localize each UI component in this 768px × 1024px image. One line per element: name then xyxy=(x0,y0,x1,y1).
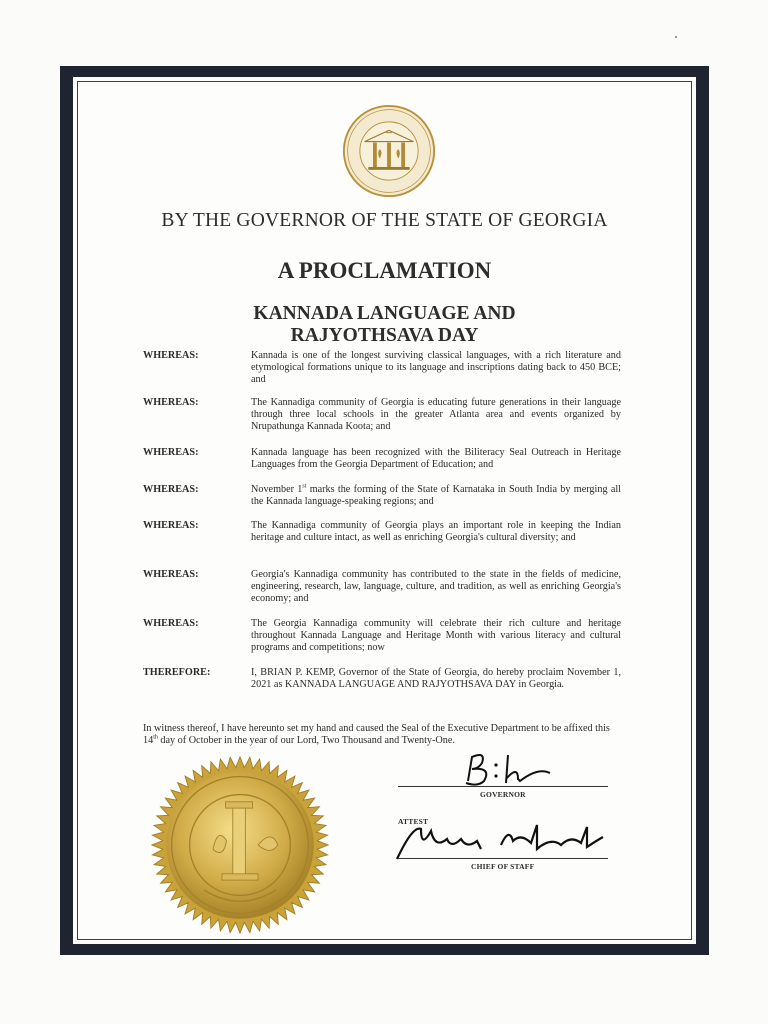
clause-label: WHEREAS: xyxy=(143,397,199,408)
clause-label: WHEREAS: xyxy=(143,484,199,495)
chief-of-staff-signature-line xyxy=(398,858,608,859)
governor-signature-icon xyxy=(458,749,568,794)
proclamation-heading: A PROCLAMATION xyxy=(277,258,492,283)
chief-of-staff-caption: CHIEF OF STAFF xyxy=(471,862,535,871)
proclamation-content xyxy=(73,77,696,944)
proclamation-title xyxy=(73,303,696,347)
clause-text: The Kannadiga community of Georgia plays an important role in keeping the Indian heritage and culture intact, as well as enriching Georgia's cultural diversity; and xyxy=(251,520,621,543)
gold-seal-icon xyxy=(150,755,330,935)
document-page xyxy=(73,77,696,944)
clause-text-start: November 1 xyxy=(251,484,303,495)
clause-text: Kannada is one of the longest surviving classical languages, with a rich literature and etymological formations unique to its language and inscriptions dating back to 450 BCE; and xyxy=(251,350,621,385)
clause-label: THEREFORE: xyxy=(143,667,211,678)
governor-heading: BY THE GOVERNOR OF THE STATE OF GEORGIA xyxy=(161,210,608,231)
clause-text: Georgia's Kannadiga community has contributed to the state in the fields of medicine, engineering, research, law, language, culture, and tradition, as well as enriching Georgia's economy; and xyxy=(251,569,621,604)
title-line-2: RAJYOTHSAVA DAY xyxy=(290,325,479,346)
clause-text-end: marks the forming of the State of Karnataka in South India by merging all the Kannada language-speaking regions; and xyxy=(251,484,622,507)
witness-statement xyxy=(143,723,613,747)
governor-caption: GOVERNOR xyxy=(480,790,526,799)
state-seal-icon xyxy=(342,104,436,198)
clause-label: WHEREAS: xyxy=(143,618,199,629)
witness-text-start: In witness thereof, I have hereunto set my hand and caused the Seal of the Executive Department to be affixed this 14 xyxy=(143,723,610,746)
clause-label: WHEREAS: xyxy=(143,569,199,580)
chief-of-staff-signature-icon xyxy=(391,819,611,867)
clause-text: The Kannadiga community of Georgia is educating future generations in their language through three local schools in the greater Atlanta area and events organized by Nrupathunga Kannada Koota; and xyxy=(251,397,621,432)
document-frame xyxy=(60,66,709,955)
clause-text xyxy=(251,484,621,508)
clause-label: WHEREAS: xyxy=(143,447,199,458)
witness-text-end: day of October in the year of our Lord, Two Thousand and Twenty-One. xyxy=(157,735,455,746)
clause-text: I, BRIAN P. KEMP, Governor of the State of Georgia, do hereby proclaim November 1, 2021 as KANNADA LANGUAGE AND RAJYOTHSAVA DAY in Georgia. xyxy=(251,667,621,690)
title-line-1: KANNADA LANGUAGE AND xyxy=(253,303,516,324)
clause-text: The Georgia Kannadiga community will celebrate their rich culture and heritage throughout Kannada Language and Heritage Month with various literacy and cultural programs and competitions; now xyxy=(251,618,621,653)
clause-label: WHEREAS: xyxy=(143,520,199,531)
scan-speck xyxy=(675,36,677,38)
attest-label: ATTEST xyxy=(398,817,429,826)
clause-text: Kannada language has been recognized with the Biliteracy Seal Outreach in Heritage Languages from the Georgia Department of Education; and xyxy=(251,447,621,470)
ordinal-suffix: th xyxy=(153,734,158,741)
clause-label: WHEREAS: xyxy=(143,350,199,361)
governor-signature-line xyxy=(398,786,608,787)
ordinal-suffix: st xyxy=(302,483,307,490)
